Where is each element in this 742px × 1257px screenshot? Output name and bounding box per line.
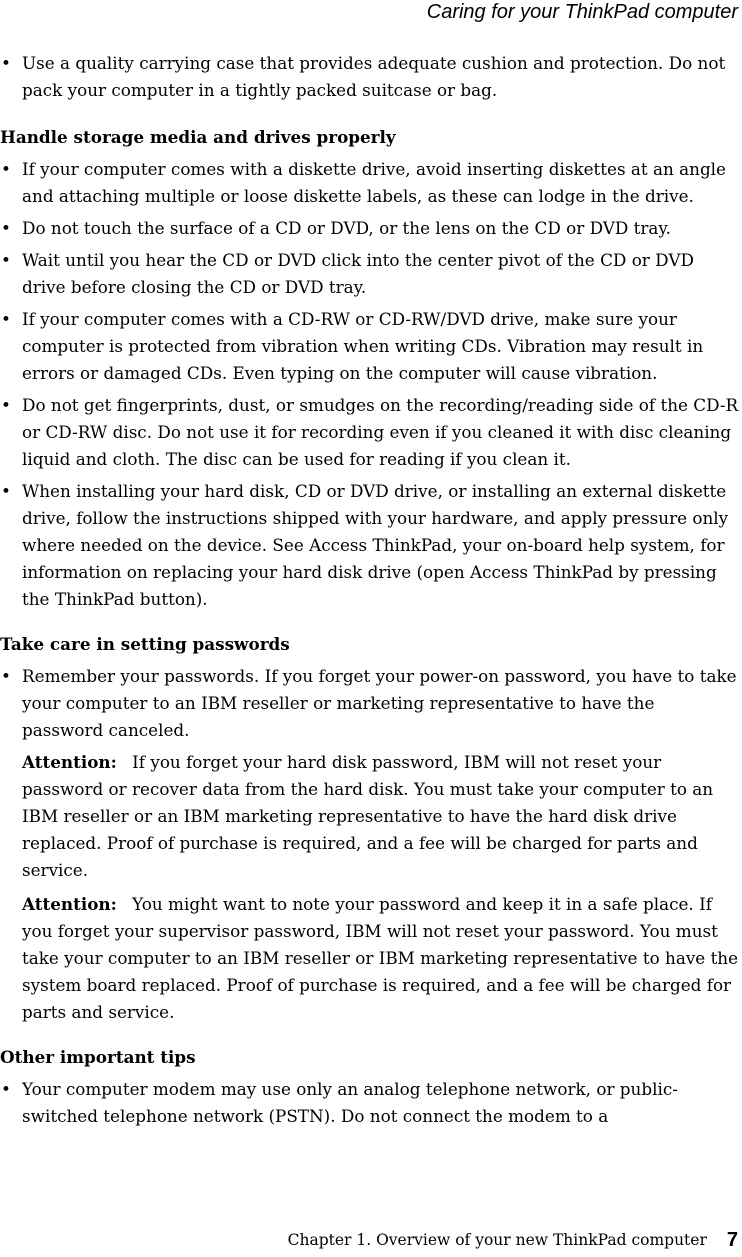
list-item [0,215,740,242]
running-head: Caring for your ThinkPad computer [426,1,738,23]
list-item-text: Use a quality carrying case that provides adequate cushion and protection. Do not pack your computer in a tightly packed suitcase or bag. [22,53,726,100]
section-heading-storage: Handle storage media and drives properly [0,127,396,147]
list-item [0,247,740,301]
list-item-text: If your computer comes with a diskette drive, avoid inserting diskettes at an angle and attaching multiple or loose diskette labels, as these can lodge in the drive. [22,159,726,206]
page-body [0,50,740,1135]
page-footer [288,1228,738,1252]
bullet-marker: • [1,218,11,238]
bullet-marker: • [1,53,11,73]
bullet-marker: • [1,1079,11,1099]
attention-note-supervisor [0,891,740,1026]
attention-label: Attention: [22,894,117,914]
bullet-marker: • [1,309,11,329]
attention-note-hard-disk [0,749,740,884]
attention-label: Attention: [22,752,117,772]
list-item [0,156,740,210]
list-item [0,478,740,613]
section-heading-passwords: Take care in setting passwords [0,634,290,654]
list-item-text: Wait until you hear the CD or DVD click into the center pivot of the CD or DVD drive before closing the CD or DVD tray. [22,250,694,297]
list-item [0,1076,740,1130]
list-item [0,663,740,744]
section-heading-tips: Other important tips [0,1047,196,1067]
bullet-marker: • [1,395,11,415]
list-item-text: Your computer modem may use only an analog telephone network, or public-switched telephone network (PSTN). Do not connect the modem to a [22,1079,678,1126]
list-item-text: If your computer comes with a CD-RW or CD-RW/DVD drive, make sure your computer is protected from vibration when writing CDs. Vibration may result in errors or damaged CDs. Even typing on the computer will cause vibration. [22,309,704,383]
list-item-text: When installing your hard disk, CD or DVD drive, or installing an external diskette drive, follow the instructions shipped with your hardware, and apply pressure only where needed on the device. See Access ThinkPad, your on-board help system, for information on replacing your hard disk drive (open Access ThinkPad by pressing the ThinkPad button). [22,481,729,609]
list-item [0,50,740,104]
page-number: 7 [726,1229,738,1251]
list-item-text: Remember your passwords. If you forget your power-on password, you have to take your computer to an IBM reseller or marketing representative to have the password canceled. [22,666,737,740]
list-item [0,306,740,387]
list-item-text: Do not get fingerprints, dust, or smudges on the recording/reading side of the CD-R or CD-RW disc. Do not use it for recording even if you cleaned it with disc cleaning liquid and cloth. The disc can be used for reading if you clean it. [22,395,739,469]
bullet-marker: • [1,481,11,501]
attention-text: You might want to note your password and keep it in a safe place. If you forget your supervisor password, IBM will not reset your password. You must take your computer to an IBM reseller or IBM marketing representative to have the system board replaced. Proof of purchase is required, and a fee will be charged for parts and service. [22,894,739,1022]
list-item-text: Do not touch the surface of a CD or DVD, or the lens on the CD or DVD tray. [22,218,671,238]
footer-chapter: Chapter 1. Overview of your new ThinkPad computer [287,1231,707,1249]
bullet-marker: • [1,250,11,270]
attention-text: If you forget your hard disk password, IBM will not reset your password or recover data from the hard disk. You must take your computer to an IBM reseller or an IBM marketing representative to have the hard disk drive replaced. Proof of purchase is required, and a fee will be charged for parts and service. [22,752,714,880]
bullet-marker: • [1,159,11,179]
list-item [0,392,740,473]
bullet-marker: • [1,666,11,686]
